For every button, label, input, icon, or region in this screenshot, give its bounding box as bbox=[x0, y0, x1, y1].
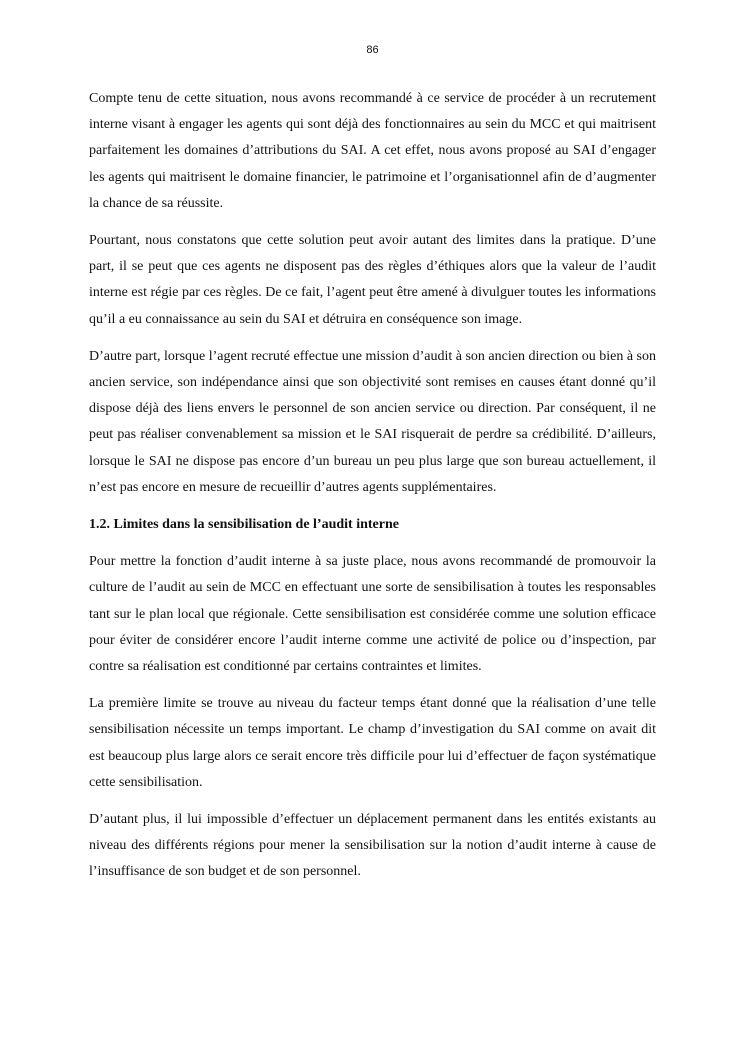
paragraph-time-limit: La première limite se trouve au niveau du facteur temps étant donné que la réalisation d’une telle sensibilisation nécessite un temps important. Le champ d’investigation du SAI comme on avait dit est beaucoup plus large alors ce serait encore très difficile pour lui d’effectuer de façon systématique cette sensibilisation. bbox=[89, 696, 656, 790]
paragraph-recruitment-recommendation: Compte tenu de cette situation, nous avons recommandé à ce service de procéder à un recrutement interne visant à engager les agents qui sont déjà des fonctionnaires au sein du MCC et qui maitrisent parfaitement les domaines d’attributions du SAI. A cet effet, nous avons proposé au SAI d’engager les agents qui maitrisent le domaine financier, le patrimoine et l’organisationnel afin de d’augmenter la chance de sa réussite. bbox=[89, 91, 656, 211]
page-number: 86 bbox=[366, 44, 379, 56]
paragraph-ethics-limits: Pourtant, nous constatons que cette solution peut avoir autant des limites dans la pratique. D’une part, il se peut que ces agents ne disposent pas des règles d’éthiques alors que la valeur de l’audit interne est régie par ces règles. De ce fait, l’agent peut être amené à divulguer toutes les informations qu’il a eu connaissance au sein du SAI et détruira en conséquence son image. bbox=[89, 233, 656, 327]
paragraph-awareness-recommendation: Pour mettre la fonction d’audit interne à sa juste place, nous avons recommandé de promouvoir la culture de l’audit au sein de MCC en effectuant une sorte de sensibilisation à toutes les responsables tant sur le plan local que régionale. Cette sensibilisation est considérée comme une solution efficace pour éviter de considérer encore l’audit interne comme une activité de police ou d’inspection, par contre sa réalisation est conditionné par certains contraintes et limites. bbox=[89, 554, 656, 675]
page-body bbox=[89, 86, 656, 897]
section-heading: 1.2. Limites dans la sensibilisation de l’audit interne bbox=[89, 517, 399, 533]
paragraph-budget-limit: D’autant plus, il lui impossible d’effectuer un déplacement permanent dans les entités existants au niveau des différents régions pour mener la sensibilisation sur la notion d’audit interne à cause de l’insuffisance de son budget et de son personnel. bbox=[89, 812, 656, 880]
paragraph-independence-limits: D’autre part, lorsque l’agent recruté effectue une mission d’audit à son ancien direction ou bien à son ancien service, son indépendance ainsi que son objectivité sont remises en causes étant donné qu’il dispose déjà des liens envers le personnel de son ancien service ou direction. Par conséquent, il ne peut pas réaliser convenablement sa mission et le SAI risquerait de perdre sa crédibilité. D’ailleurs, lorsque le SAI ne dispose pas encore d’un bureau un peu plus large que son bureau actuellement, il n’est pas encore en mesure de recueillir d’autres agents supplémentaires. bbox=[89, 348, 656, 495]
